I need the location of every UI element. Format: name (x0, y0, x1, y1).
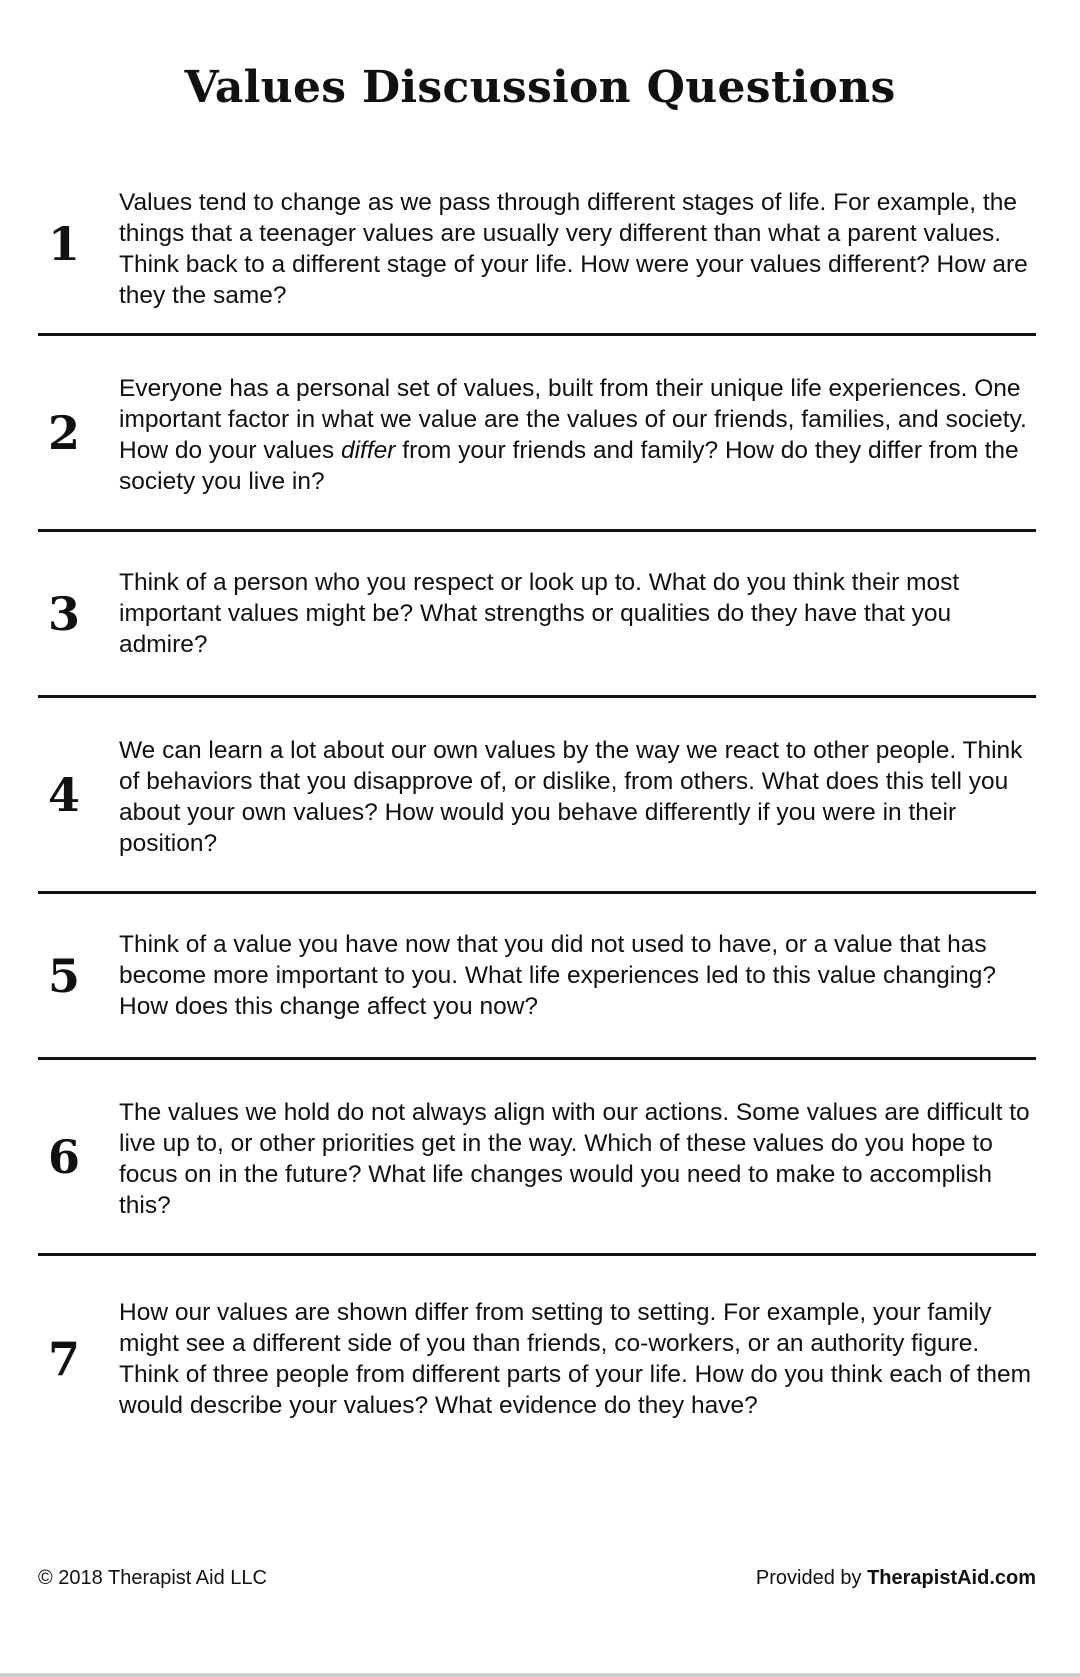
footer-copyright: © 2018 Therapist Aid LLC (38, 1567, 267, 1589)
question-item-2 (38, 336, 1036, 532)
question-number: 4 (48, 767, 81, 822)
question-text-emphasis: differ (340, 436, 396, 464)
question-item-1 (38, 155, 1036, 336)
question-item-5 (38, 894, 1036, 1060)
question-number: 1 (48, 217, 81, 271)
question-text: The values we hold do not always align with our actions. Some values are difficult to live up to, or other priorities get in the way. Which of these values do you hope to focus on in the future? What life changes would you need to make to accomplish this? (119, 1098, 1030, 1219)
question-text-before: Everyone has a personal set of values, built from their unique life experiences. One important factor in what we value are the values of our friends, families, and society. How do your values (119, 374, 1027, 464)
question-text-after: from your friends and family? How do they differ from the society you live in? (119, 436, 1019, 495)
question-number: 3 (48, 586, 81, 641)
question-item-7 (38, 1256, 1036, 1462)
question-number: 6 (48, 1129, 81, 1184)
page-bottom-edge (0, 1673, 1080, 1677)
question-item-6 (38, 1060, 1036, 1256)
question-text (119, 369, 1036, 497)
question-text: Think of a value you have now that you did not used to have, or a value that has become more important to you. What life experiences led to this value changing? How does this change affect you now? (119, 931, 997, 1020)
question-number: 5 (48, 948, 81, 1003)
question-item-4 (38, 698, 1036, 894)
question-text: Think of a person who you respect or look up to. What do you think their most important values might be? What strengths or qualities do they have that you admire? (119, 569, 960, 658)
question-number: 2 (48, 405, 81, 460)
question-text: We can learn a lot about our own values by the way we react to other people. Think of behaviors that you disapprove of, or dislike, from others. What does this tell you about your own values? How would you behave differently if you were in their position? (119, 736, 1023, 857)
footer-brand: TherapistAid.com (867, 1567, 1036, 1589)
page-title: Values Discussion Questions (184, 62, 896, 113)
question-item-3 (38, 532, 1036, 698)
question-text: Values tend to change as we pass through different stages of life. For example, the things that a teenager values are usually very different than what a parent values. Think back to a different stage of your life. How were your values different? How are they the same? (119, 189, 1028, 309)
question-number: 7 (48, 1332, 81, 1386)
footer-provided-by (756, 1567, 1036, 1590)
question-text: How our values are shown differ from setting to setting. For example, your family might see a different side of you than friends, co-workers, or an authority figure. Think of three people from different parts of your life. How do you think each of them would describe your values? What evidence do they have? (119, 1299, 1031, 1419)
questions-list (38, 155, 1036, 1462)
footer-provided-by-label: Provided by (755, 1567, 868, 1589)
